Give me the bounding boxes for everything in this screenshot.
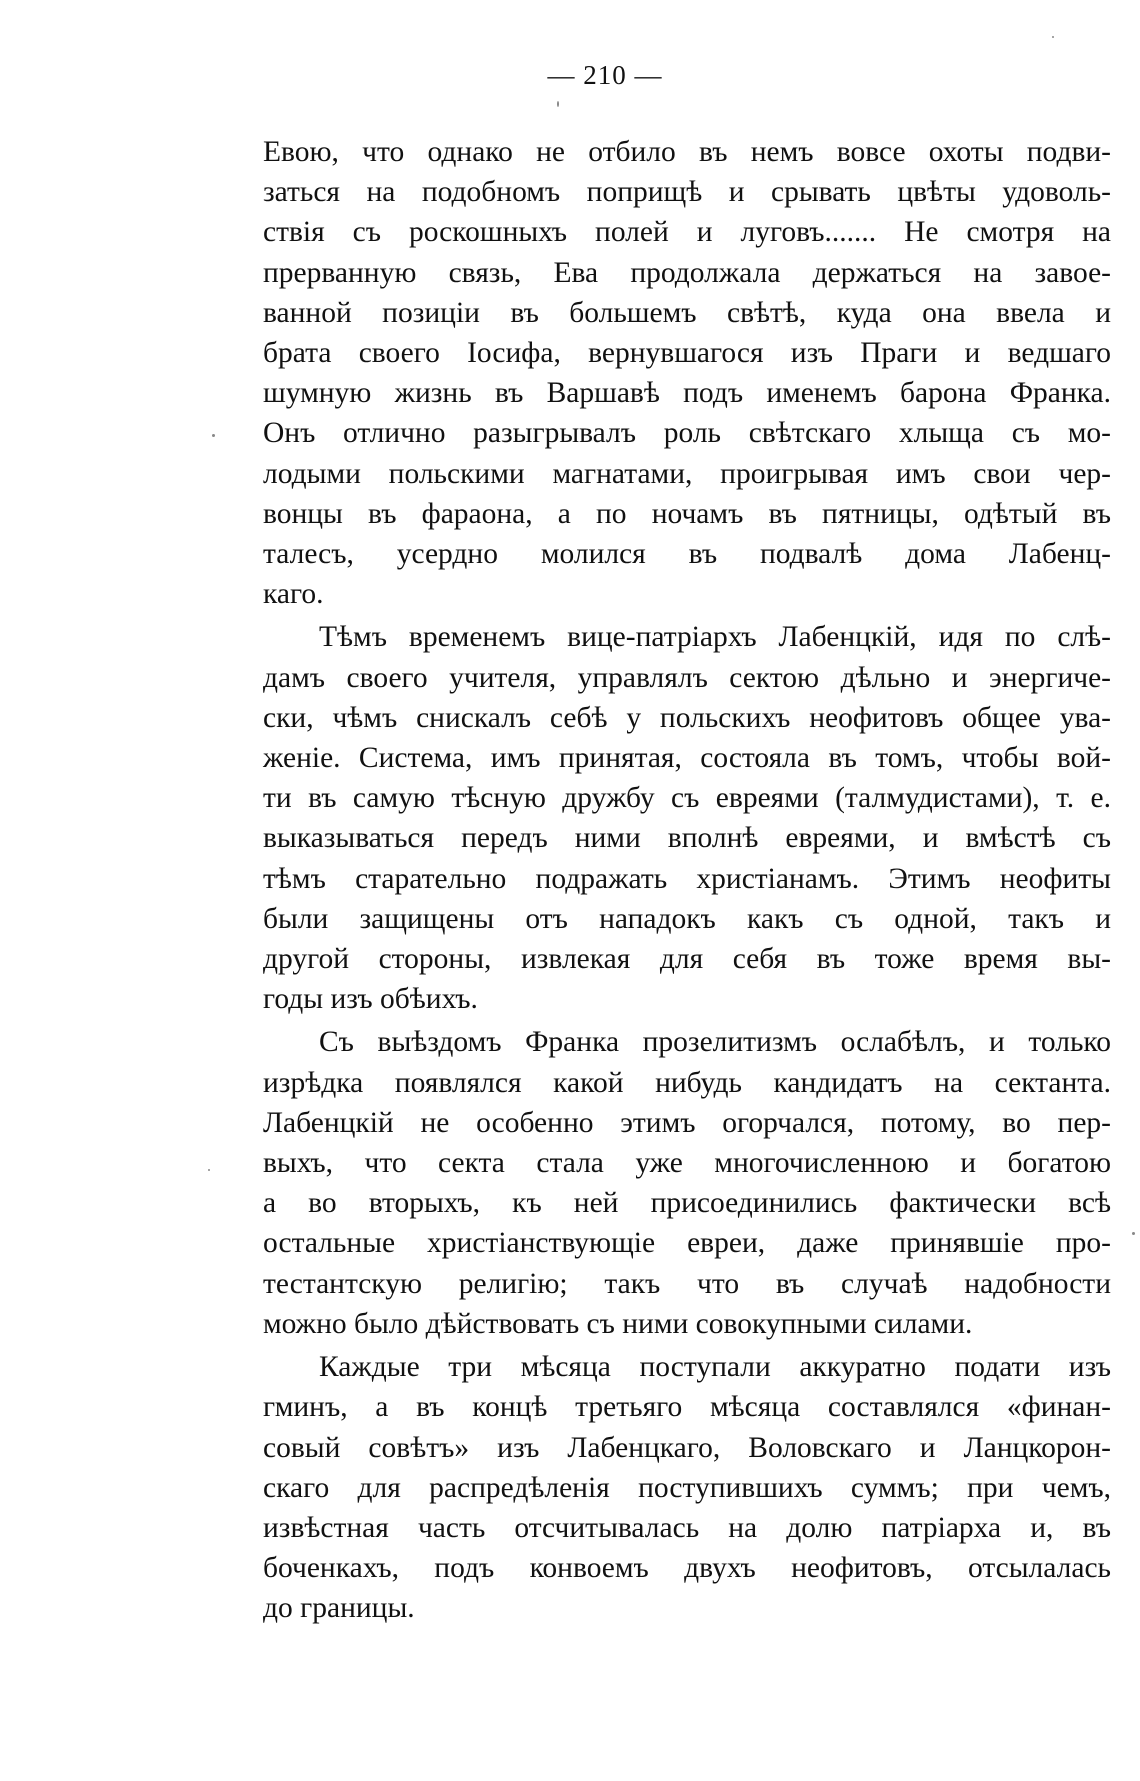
text-line: прерванную связь, Ева продолжала держаться на завое- xyxy=(263,256,1111,289)
paragraph-1 xyxy=(263,132,1111,614)
text-line: заться на подобномъ поприщѣ и срывать цвѣты удоволь- xyxy=(263,176,1111,209)
text-line: боченкахъ, подъ конвоемъ двухъ неофитовъ, отсылалась xyxy=(263,1552,1111,1585)
scan-speck xyxy=(557,101,559,107)
text-line: тѣмъ старательно подражать христіанамъ. Этимъ неофиты xyxy=(263,862,1111,895)
scan-speck xyxy=(1052,36,1054,38)
text-line: скаго для распредѣленія поступившихъ суммъ; при чемъ, xyxy=(263,1471,1111,1504)
text-line: брата своего Іосифа, вернувшагося изъ Праги и ведшаго xyxy=(263,337,1111,370)
scan-speck xyxy=(1132,1232,1135,1235)
text-line: тестантскую религію; такъ что въ случаѣ надобности xyxy=(263,1267,1111,1300)
text-line: вонцы въ фараона, а по ночамъ въ пятницы, одѣтый въ xyxy=(263,497,1111,530)
text-line: Съ выѣздомъ Франка прозелитизмъ ослабѣлъ, и только xyxy=(319,1026,1111,1059)
text-line: годы изъ обѣихъ. xyxy=(263,983,478,1016)
text-line: ванной позиціи въ большемъ свѣтѣ, куда она ввела и xyxy=(263,296,1111,329)
text-line: а во вторыхъ, къ ней присоединились фактически всѣ xyxy=(263,1187,1111,1220)
text-line: Тѣмъ временемъ вице-патріархъ Лабенцкій, идя по слѣ- xyxy=(319,621,1111,654)
text-line: выказываться передъ ними вполнѣ евреями, и вмѣстѣ съ xyxy=(263,822,1111,855)
text-line: изрѣдка появлялся какой нибудь кандидатъ на сектанта. xyxy=(263,1066,1111,1099)
page-number: — 210 — xyxy=(547,60,663,90)
text-line: Лабенцкій не особенно этимъ огорчался, потому, во пер- xyxy=(263,1106,1111,1139)
text-line: женіе. Система, имъ принятая, состояла въ томъ, чтобы вой- xyxy=(263,742,1111,775)
text-line: дамъ своего учителя, управлялъ сектою дѣльно и энергиче- xyxy=(263,661,1111,694)
text-line: ти въ самую тѣсную дружбу съ евреями (талмудистами), т. е. xyxy=(263,782,1111,815)
text-line: гминъ, а въ концѣ третьяго мѣсяца составлялся «финан- xyxy=(263,1391,1111,1424)
text-line: другой стороны, извлекая для себя въ тоже время вы- xyxy=(263,943,1111,976)
paragraph-4 xyxy=(263,1347,1111,1628)
text-line: можно было дѣйствовать съ ними совокупными силами. xyxy=(263,1307,973,1340)
text-line: Каждые три мѣсяца поступали аккуратно подати изъ xyxy=(319,1351,1111,1384)
text-line: извѣстная часть отсчитывалась на долю патріарха и, въ xyxy=(263,1511,1111,1544)
text-line: шумную жизнь въ Варшавѣ подъ именемъ барона Франка. xyxy=(263,377,1111,410)
text-line: до границы. xyxy=(263,1592,415,1625)
text-line: были защищены отъ нападокъ какъ съ одной, такъ и xyxy=(263,902,1111,935)
scan-speck xyxy=(212,434,215,437)
text-line: ствія съ роскошныхъ полей и луговъ....... Не смотря на xyxy=(263,216,1111,249)
paragraph-2 xyxy=(263,617,1111,1019)
paragraph-3 xyxy=(263,1022,1111,1344)
text-line: ски, чѣмъ снискалъ себѣ у польскихъ неофитовъ общее ува- xyxy=(263,701,1111,734)
scan-speck xyxy=(208,1169,210,1171)
text-line: совый совѣтъ» изъ Лабенцкаго, Воловскаго и Ланцкорон- xyxy=(263,1431,1111,1464)
text-line: талесъ, усердно молился въ подвалѣ дома Лабенц- xyxy=(263,538,1111,571)
body-text xyxy=(263,132,1111,1629)
text-line: Онъ отлично разыгрывалъ роль свѣтскаго хлыща съ мо- xyxy=(263,417,1111,450)
text-line: остальные христіанствующіе евреи, даже принявшіе про- xyxy=(263,1227,1111,1260)
text-line: Евою, что однако не отбило въ немъ вовсе охоты подви- xyxy=(263,136,1111,168)
text-line: лодыми польскими магнатами, проигрывая имъ свои чер- xyxy=(263,457,1111,490)
text-line: выхъ, что секта стала уже многочисленною и богатою xyxy=(263,1147,1111,1180)
text-line: каго. xyxy=(263,578,324,611)
